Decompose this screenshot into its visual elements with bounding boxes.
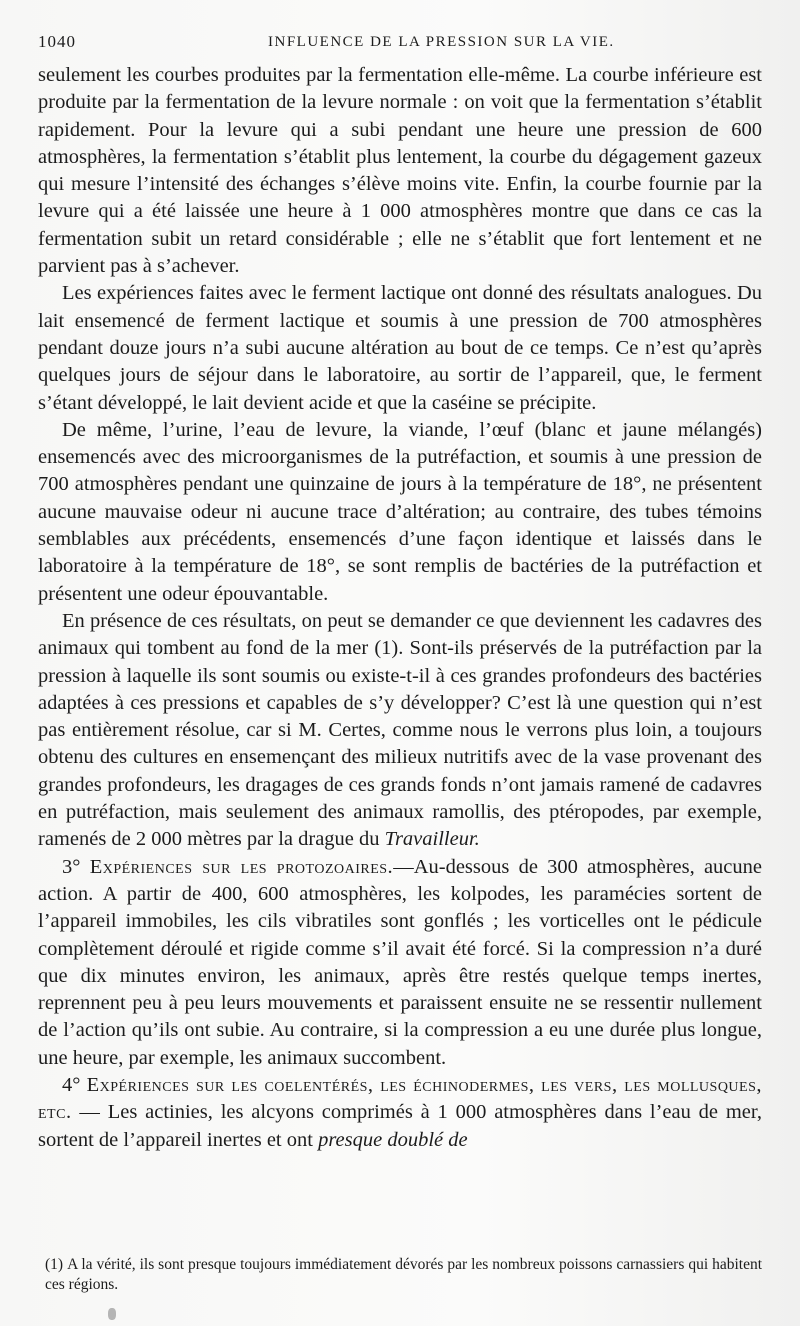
ship-name: Travailleur. — [384, 828, 480, 851]
section-4-italic-tail: presque doublé de — [318, 1128, 468, 1151]
section-3-paragraph — [38, 854, 762, 1072]
paragraph-1: seulement les courbes produites par la fermentation elle-même. La courbe inférieure est produite par la fermentation de la levure normale : on voit que la fermentation s’établit rapidement. Pour la levure qui a subi pendant une heure une pression de 600 atmosphères, la fermentation s’établit plus lentement, la courbe du dégagement gazeux qui mesure l’intensité des échanges s’élève moins vite. Enfin, la courbe fournie par la levure qui a été laissée une heure à 1 000 atmosphères montre que dans ce cas la fermentation subit un retard considérable ; elle ne s’établit que fort lentement et ne parvient pas à s’achever. — [38, 64, 762, 278]
footnote-text: A la vérité, ils sont presque toujours immédiatement dévorés par les nombreux poissons carnassiers qui habitent ces régions. — [45, 1256, 762, 1293]
paragraph-4-text: En présence de ces résultats, on peut se demander ce que deviennent les cadavres des animaux qui tombent au fond de la mer (1). Sont-ils préservés de la putréfaction par la pression à laquelle ils sont soumis ou existe-t-il à ces grandes profondeurs des bactéries adaptées à ces pressions et capables de s’y développer? C’est là une question qui n’est pas entièrement résolue, car si M. Certes, comme nous le verrons plus loin, a toujours obtenu des cultures en ensemençant des milieux nutritifs avec de la vase provenant des grandes profondeurs, les dragages de ces grands fonds n’ont jamais ramené de cadavres en putréfaction, mais seulement des animaux ramollis, des ptéropodes, par exemple, ramenés de 2 000 mètres par la drague du — [38, 609, 762, 851]
section-3-text: Au-dessous de 300 atmosphères, aucune action. A partir de 400, 600 atmosphères, les kolpodes, les paramécies sortent de l’appareil immobiles, les cils vibratiles sont gonflés ; les vorticelles ont le pédicule complètement déroulé et rigide comme s’il avait été forcé. Si la compression n’a duré que dix minutes environ, les animaux, après être restés quelque temps inertes, reprennent peu à peu leurs mouvements et paraissent ensuite ne se ressentir nullement de l’action qu’ils ont subie. Au contraire, si la compression a eu une durée plus longue, une heure, par exemple, les animaux succombent. — [38, 855, 763, 1069]
body-text — [38, 62, 762, 1154]
paragraph-4 — [38, 608, 762, 854]
footnote-mark: (1) — [45, 1256, 64, 1273]
running-header — [38, 32, 762, 54]
section-4-paragraph — [38, 1072, 762, 1154]
section-4-number: 4° — [62, 1073, 81, 1096]
section-4-text: Les actinies, les alcyons comprimés à 1 000 atmosphères dans l’eau de mer, sortent de l’appareil inertes et ont — [38, 1101, 763, 1151]
section-4-heading: Expériences sur les coelentérés, les échinodermes, les vers, les mollusques, etc. — [38, 1073, 762, 1124]
ink-smudge — [108, 1308, 116, 1320]
running-title: INFLUENCE DE LA PRESSION SUR LA VIE. — [268, 34, 615, 50]
paragraph-3: De même, l’urine, l’eau de levure, la viande, l’œuf (blanc et jaune mélangés) ensemencés avec des microorganismes de la putréfaction, et soumis à une pression de 700 atmosphères pendant une quinzaine de jours à la température de 18°, ne présentent aucune mauvaise odeur ni aucune trace d’altération; au contraire, des tubes témoins semblables aux précédents, ensemencés d’une façon identique et laissés dans le laboratoire à la température de 18°, se sont remplis de bactéries de la putréfaction et présentent une odeur épouvantable. — [38, 418, 762, 605]
section-3-number: 3° — [62, 855, 81, 878]
paragraph-2: Les expériences faites avec le ferment lactique ont donné des résultats analogues. Du lait ensemencé de ferment lactique et soumis à une pression de 700 atmosphères pendant douze jours n’a subi aucune altération au bout de ce temps. Ce n’est qu’après quelques jours de séjour dans le laboratoire, au sortir de l’appareil, que, le ferment s’étant développé, le lait devient acide et que la caséine se précipite. — [38, 282, 762, 414]
page-number: 1040 — [38, 32, 76, 51]
section-3-heading: Expériences sur les protozoaires. — [89, 855, 394, 878]
footnote — [45, 1255, 762, 1295]
section-3-dash: — — [393, 855, 414, 878]
section-4-dash: — — [79, 1101, 100, 1124]
